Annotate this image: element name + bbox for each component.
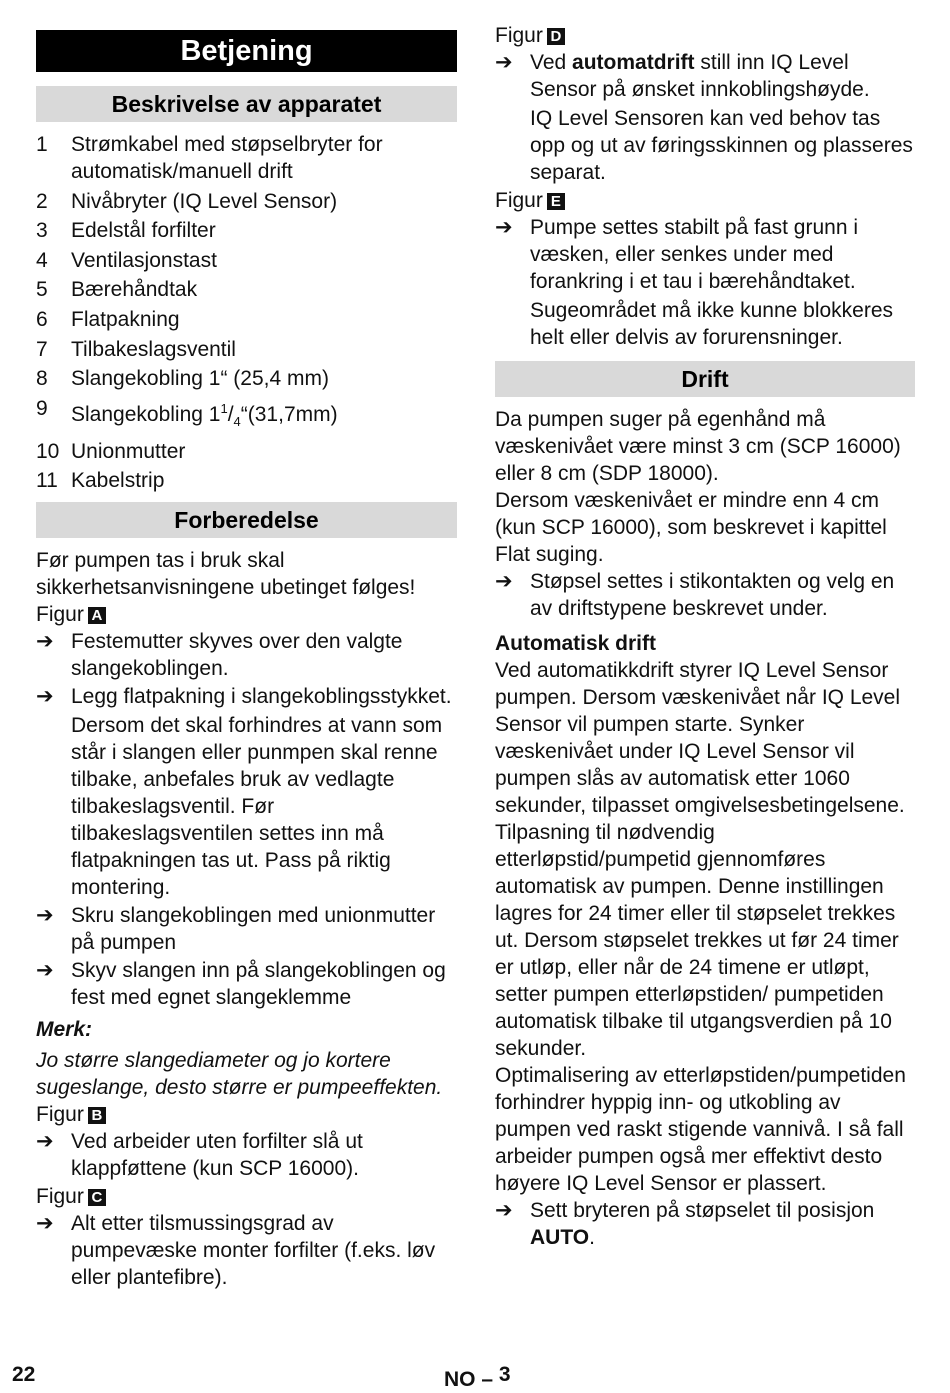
- list-item: 5 Bærehåndtak: [36, 278, 198, 302]
- step: ➔ Støpsel settes i stikontakten og velg en av driftstypene beskrevet under.: [495, 570, 895, 620]
- parts-list: [36, 131, 457, 494]
- note-text: Jo større slangediameter og jo kortere sugeslange, desto større er pumpeeffekten.: [36, 1049, 443, 1100]
- arrow-icon: ➔: [36, 1130, 54, 1154]
- step: ➔ Skru slangekoblingen med unionmutter på pumpen: [36, 904, 436, 955]
- figure-ref-d: Figur D: [495, 22, 915, 49]
- section-heading-description: Beskrivelse av apparatet: [36, 86, 457, 122]
- list-item: 7 Tilbakeslagsventil: [36, 337, 236, 361]
- arrow-icon: ➔: [36, 904, 54, 928]
- paragraph: Da pumpen suger på egenhånd må væskenivået være minst 3 cm (SCP 16000) eller 8 cm (SDP 18000).: [495, 408, 901, 485]
- arrow-icon: ➔: [495, 216, 513, 239]
- list-item: 6 Flatpakning: [36, 307, 180, 331]
- step: ➔ Ved automatdrift still inn IQ Level Sensor på ønsket innkoblingshøyde. IQ Level Sensoren kan ved behov tas opp og ut av føringsskinnen og plasseres separat.: [495, 51, 913, 184]
- figure-letter-e: E: [547, 193, 565, 210]
- list-item: 1 Strømkabel med støpselbryter for automatisk/manuell drift: [36, 133, 383, 183]
- list-item: 3 Edelstål forfilter: [36, 219, 216, 243]
- list-item: 10 Unionmutter: [36, 439, 186, 463]
- paragraph: Ved automatikkdrift styrer IQ Level Sensor pumpen. Dersom væskenivået når IQ Level Sensor vil pumpen starte. Synker væskenivået under IQ Level Sensor vil pumpen slås av automatisk etter 1060 sekunder, tilpasset omgivelsesbetingelsene. Tilpasning til nødvendig etterløpstid/pumpetid gjennomføres automatisk av pumpen. Denne instillingen lagres for 24 timer eller til støpselet trekkes ut. Dersom støpselet trekkes ut før 24 timer er utløp, eller når de 24 timene er utløpt, setter pumpen etterløpstiden/ pumpetiden automatisk tilbake til utgangsverdien på 10 sekunder.: [495, 659, 905, 1060]
- step: ➔ Ved arbeider uten forfilter slå ut klappføttene (kun SCP 16000).: [36, 1130, 363, 1181]
- figure-ref-a: Figur A: [36, 601, 457, 628]
- step: ➔ Festemutter skyves over den valgte slangekoblingen.: [36, 630, 403, 681]
- arrow-icon: ➔: [36, 959, 54, 983]
- list-item: 2 Nivåbryter (IQ Level Sensor): [36, 189, 338, 213]
- figure-ref-c: Figur C: [36, 1183, 457, 1210]
- figure-ref-e: Figur E: [495, 187, 915, 214]
- note-heading: Merk:: [36, 1018, 93, 1042]
- left-column: [36, 30, 457, 1292]
- arrow-icon: ➔: [36, 1212, 54, 1236]
- step: ➔ Sett bryteren på støpselet til posisjon AUTO.: [495, 1199, 875, 1249]
- intro-text: Før pumpen tas i bruk skal sikkerhetsanvisningene ubetinget følges!: [36, 549, 416, 600]
- step: ➔ Alt etter tilsmussingsgrad av pumpevæske monter forfilter (f.eks. løv eller plantefibre).: [36, 1212, 436, 1290]
- figure-ref-b: Figur B: [36, 1101, 457, 1128]
- paragraph: Optimalisering av etterløpstiden/pumpetiden forhindrer hyppig inn- og utkobling av pumpen ved raskt stigende vannivå. I så fall arbeider pumpen også mer effektivt desto høyere IQ Level Sensor er plassert.: [495, 1064, 906, 1195]
- step: ➔ Pumpe settes stabilt på fast grunn i væsken, eller senkes under med forankring i et tau i bærehåndtaket. Sugeområdet må ikke kunne blokkeres helt eller delvis av forurensninger.: [495, 216, 894, 349]
- section-heading-preparation: Forberedelse: [36, 502, 457, 538]
- arrow-icon: ➔: [36, 630, 54, 654]
- page-title: Betjening: [36, 30, 457, 72]
- figure-letter-c: C: [88, 1189, 106, 1206]
- list-item: 8 Slangekobling 1“ (25,4 mm): [36, 367, 329, 391]
- figure-letter-b: B: [88, 1107, 106, 1124]
- paragraph: Dersom væskenivået er mindre enn 4 cm (kun SCP 16000), som beskrevet i kapittel Flat suging.: [495, 489, 887, 566]
- arrow-icon: ➔: [495, 570, 513, 593]
- arrow-icon: ➔: [495, 51, 513, 74]
- section-heading-operation: Drift: [495, 361, 915, 397]
- figure-letter-d: D: [547, 28, 565, 45]
- step: ➔ Legg flatpakning i slangekoblingsstykket. Dersom det skal forhindres at vann som står i slangen eller punmpen skal renne tilbake, anbefales bruk av vedlagte tilbakeslagsventil. Før tilbakeslagsventilen settes inn må flatpakningen tas ut. Pass på riktig montering.: [36, 685, 452, 900]
- page-number: 22: [12, 1363, 36, 1386]
- list-item: 9 Slangekobling $1^1/_4“(31,7mm)$: [36, 396, 338, 429]
- arrow-icon: ➔: [495, 1199, 513, 1222]
- list-item: 11 Kabelstrip: [36, 469, 165, 493]
- right-column: [495, 22, 915, 1252]
- subheading-automatic: Automatisk drift: [495, 632, 657, 655]
- page-code: NO – $^3$: [444, 1363, 511, 1391]
- arrow-icon: ➔: [36, 685, 54, 709]
- list-item: 4 Ventilasjonstast: [36, 248, 217, 272]
- figure-letter-a: A: [88, 607, 106, 624]
- step: ➔ Skyv slangen inn på slangekoblingen og fest med egnet slangeklemme: [36, 959, 446, 1010]
